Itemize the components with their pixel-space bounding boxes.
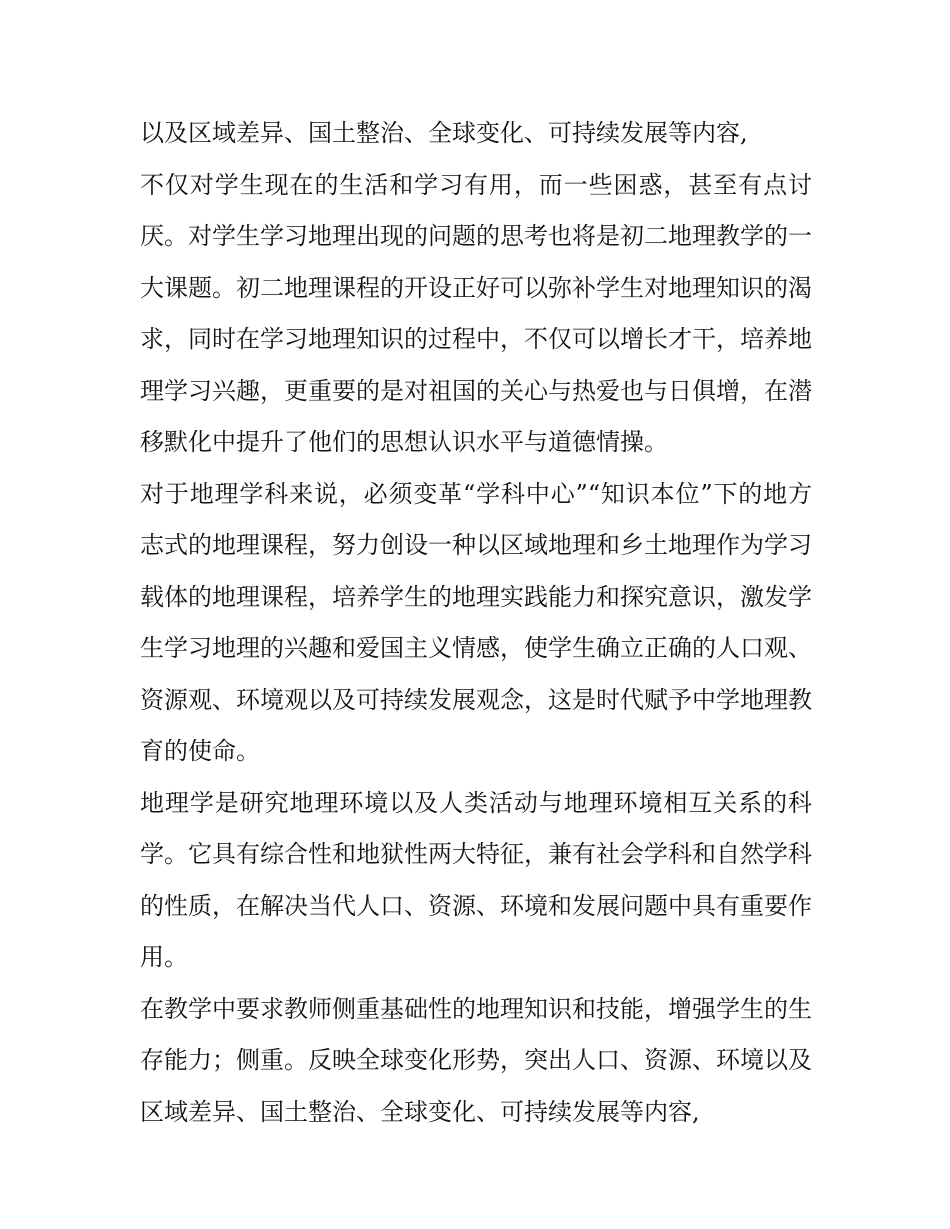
paragraph-4: 地理学是研究地理环境以及人类活动与地理环境相互关系的科学。它具有综合性和地狱性两大特征，兼有社会学科和自然学科的性质，在解决当代人口、资源、环境和发展问题中具有重要作用。 xyxy=(140,788,812,971)
document-body xyxy=(140,108,812,1138)
paragraph-1: 以及区域差异、国土整治、全球变化、可持续发展等内容, xyxy=(140,119,748,147)
paragraph-2: 不仅对学生现在的生活和学习有用，而一些困惑，甚至有点讨厌。对学生学习地理出现的问题的思考也将是初二地理教学的一大课题。初二地理课程的开设正好可以弥补学生对地理知识的渴求，同时在学习地理知识的过程中，不仅可以增长才干，培养地理学习兴趣，更重要的是对祖国的关心与热爱也与日俱增，在潜移默化中提升了他们的思想认识水平与道德情操。 xyxy=(140,170,812,456)
paragraph-5: 在教学中要求教师侧重基础性的地理知识和技能，增强学生的生存能力；侧重。反映全球变化形势，突出人口、资源、环境以及区域差异、国土整治、全球变化、可持续发展等内容, xyxy=(140,994,812,1126)
paragraph-3: 对于地理学科来说，必须变革“学科中心”“知识本位”下的地方志式的地理课程，努力创设一种以区域地理和乡土地理作为学习载体的地理课程，培养学生的地理实践能力和探究意识，激发学生学习地理的兴趣和爱国主义情感，使学生确立正确的人口观、资源观、环境观以及可持续发展观念，这是时代赋予中学地理教育的使命。 xyxy=(140,479,812,765)
